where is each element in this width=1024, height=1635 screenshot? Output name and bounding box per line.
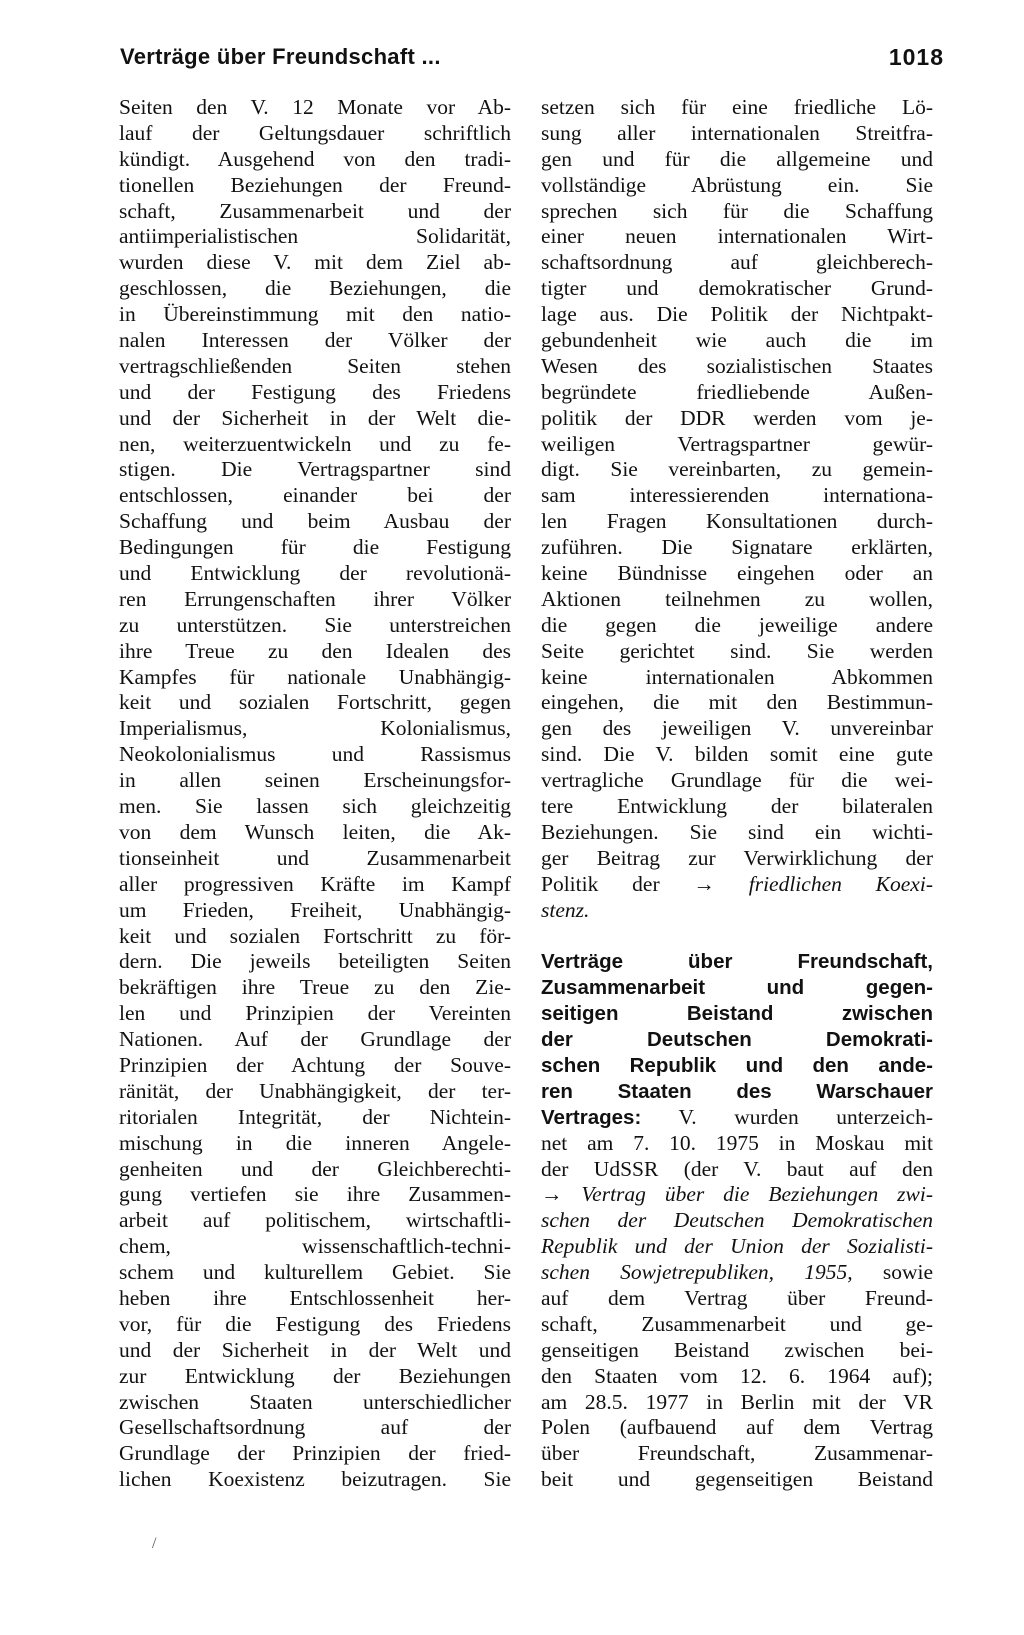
text-line: schaft, Zusammenarbeit und der — [119, 198, 511, 223]
text-line: schem und kulturellem Gebiet. Sie — [119, 1260, 511, 1285]
text-line: Beziehungen. Sie sind ein wichti- — [541, 819, 933, 844]
text-line: und Entwicklung der revolutionä- — [119, 561, 511, 586]
text-line: den Staaten vom 12. 6. 1964 auf); — [541, 1363, 933, 1388]
text-line: Aktionen teilnehmen zu wollen, — [541, 586, 933, 611]
text-line: keine internationalen Abkommen — [541, 664, 933, 689]
text-line: ritorialen Integrität, der Nichtein- — [119, 1104, 511, 1129]
text-line: von dem Wunsch leiten, die Ak- — [119, 819, 511, 844]
left-text-column — [119, 95, 511, 1493]
text-line: sam interessierenden internationa- — [541, 483, 933, 508]
text-line: gen und für die allgemeine und — [541, 146, 933, 171]
text-line: kündigt. Ausgehend von den tradi- — [119, 146, 511, 171]
text-line: len und Prinzipien der Vereinten — [119, 1001, 511, 1026]
text-line: Seiten den V. 12 Monate vor Ab- — [119, 95, 511, 119]
text-line: Nationen. Auf der Grundlage der — [119, 1027, 511, 1052]
text-line: antiimperialistischen Solidarität, — [119, 224, 511, 249]
paragraph-gap — [541, 924, 933, 950]
text-line: Prinzipien der Achtung der Souve- — [119, 1052, 511, 1077]
text-line: Republik und der Union der Sozialisti- — [541, 1234, 933, 1259]
text-line: ihre Treue zu den Idealen des — [119, 638, 511, 663]
text-line: lichen Koexistenz beizutragen. Sie — [119, 1467, 511, 1492]
text-line: aller progressiven Kräfte im Kampf — [119, 871, 511, 896]
text-line: schen Sowjetrepubliken, 1955, sowie — [541, 1260, 933, 1285]
text-line: politik der DDR werden vom je- — [541, 405, 933, 430]
text-line: Bedingungen für die Festigung — [119, 535, 511, 560]
text-line: um Frieden, Freiheit, Unabhängig- — [119, 897, 511, 922]
text-line: Wesen des sozialistischen Staates — [541, 353, 933, 378]
text-line: setzen sich für eine friedliche Lö- — [541, 95, 933, 119]
text-line: tionseinheit und Zusammenarbeit — [119, 845, 511, 870]
text-line: tigter und demokratischer Grund- — [541, 276, 933, 301]
text-line: Gesellschaftsordnung auf der — [119, 1415, 511, 1440]
text-line: Seite gerichtet sind. Sie werden — [541, 638, 933, 663]
text-line: nen, weiterzuentwickeln und zu fe- — [119, 431, 511, 456]
text-line: die gegen die jeweilige andere — [541, 612, 933, 637]
text-line: eingehen, die mit den Bestimmun- — [541, 690, 933, 715]
text-line: und der Sicherheit in der Welt die- — [119, 405, 511, 430]
text-line: tere Entwicklung der bilateralen — [541, 794, 933, 819]
text-line: tionellen Beziehungen der Freund- — [119, 172, 511, 197]
text-line: beit und gegenseitigen Beistand — [541, 1467, 933, 1492]
stray-pen-mark: / — [152, 1535, 157, 1552]
page-number: 1018 — [888, 44, 944, 70]
entry-heading-line: schen Republik und den ande- — [541, 1053, 933, 1077]
entry-heading-line: der Deutschen Demokrati- — [541, 1028, 933, 1052]
entry-heading-line: seitigen Beistand zwischen — [541, 1002, 933, 1026]
text-line: gen des jeweiligen V. unvereinbar — [541, 716, 933, 741]
text-line: weiligen Vertragspartner gewür- — [541, 431, 933, 456]
text-line: arbeit auf politischem, wirtschaftli- — [119, 1208, 511, 1233]
entry-heading-line: Zusammenarbeit und gegen- — [541, 976, 933, 1000]
text-line: men. Sie lassen sich gleichzeitig — [119, 794, 511, 819]
text-line: → Vertrag über die Beziehungen zwi- — [541, 1182, 933, 1207]
text-line: schaft, Zusammenarbeit und ge- — [541, 1311, 933, 1336]
text-line: sprechen sich für die Schaffung — [541, 198, 933, 223]
text-line: Kampfes für nationale Unabhängig- — [119, 664, 511, 689]
text-line: über Freundschaft, Zusammenar- — [541, 1441, 933, 1466]
text-line: genheiten und der Gleichberechti- — [119, 1156, 511, 1181]
text-line: Schaffung und beim Ausbau der — [119, 509, 511, 534]
text-line: stenz. — [541, 897, 590, 922]
running-title: Verträge über Freundschaft ... — [120, 44, 441, 69]
text-line: keine Bündnisse eingehen oder an — [541, 561, 933, 586]
text-line: einer neuen internationalen Wirt- — [541, 224, 933, 249]
text-line: vertragschließenden Seiten stehen — [119, 353, 511, 378]
text-line: begründete friedliebende Außen- — [541, 379, 933, 404]
text-line: Polen (aufbauend auf dem Vertrag — [541, 1415, 933, 1440]
text-line: bekräftigen ihre Treue zu den Zie- — [119, 975, 511, 1000]
text-line: vertragliche Grundlage für die wei- — [541, 768, 933, 793]
entry-heading-line: Verträge über Freundschaft, — [541, 950, 933, 974]
text-line: heben ihre Entschlossenheit her- — [119, 1285, 511, 1310]
text-line: net am 7. 10. 1975 in Moskau mit — [541, 1130, 933, 1155]
text-line: Politik der → friedlichen Koexi- — [541, 871, 933, 896]
text-line: geschlossen, die Beziehungen, die — [119, 276, 511, 301]
text-line: keit und sozialen Fortschritt zu för- — [119, 923, 511, 948]
text-line: schen der Deutschen Demokratischen — [541, 1208, 933, 1233]
text-line: am 28.5. 1977 in Berlin mit der VR — [541, 1389, 933, 1414]
text-line: digt. Sie vereinbarten, zu gemein- — [541, 457, 933, 482]
text-line: ränität, der Unabhängigkeit, der ter- — [119, 1078, 511, 1103]
text-line: dern. Die jeweils beteiligten Seiten — [119, 949, 511, 974]
text-line: und der Sicherheit in der Welt und — [119, 1337, 511, 1362]
text-line: sung aller internationalen Streitfra- — [541, 120, 933, 145]
text-line: ger Beitrag zur Verwirklichung der — [541, 845, 933, 870]
text-line: stigen. Die Vertragspartner sind — [119, 457, 511, 482]
text-line: lage aus. Die Politik der Nichtpakt- — [541, 302, 933, 327]
text-line: Vertrages: V. wurden unterzeich- — [541, 1104, 933, 1129]
text-line: zu unterstützen. Sie unterstreichen — [119, 612, 511, 637]
text-line: chem, wissenschaftlich-techni- — [119, 1234, 511, 1259]
text-line: gebundenheit wie auch die im — [541, 328, 933, 353]
text-line: und der Festigung des Friedens — [119, 379, 511, 404]
text-line: entschlossen, einander bei der — [119, 483, 511, 508]
text-line: Neokolonialismus und Rassismus — [119, 742, 511, 767]
text-line: vollständige Abrüstung ein. Sie — [541, 172, 933, 197]
text-line: auf dem Vertrag über Freund- — [541, 1285, 933, 1310]
text-line: in Übereinstimmung mit den natio- — [119, 302, 511, 327]
text-line: genseitigen Beistand zwischen bei- — [541, 1337, 933, 1362]
text-line: mischung in die inneren Angele- — [119, 1130, 511, 1155]
text-line: nalen Interessen der Völker der — [119, 328, 511, 353]
text-line: Grundlage der Prinzipien der fried- — [119, 1441, 511, 1466]
text-line: in allen seinen Erscheinungsfor- — [119, 768, 511, 793]
right-text-column — [541, 95, 933, 1493]
text-line: vor, für die Festigung des Friedens — [119, 1311, 511, 1336]
text-line: lauf der Geltungsdauer schriftlich — [119, 120, 511, 145]
text-line: ren Errungenschaften ihrer Völker — [119, 586, 511, 611]
text-line: gung vertiefen sie ihre Zusammen- — [119, 1182, 511, 1207]
text-line: len Fragen Konsultationen durch- — [541, 509, 933, 534]
text-line: wurden diese V. mit dem Ziel ab- — [119, 250, 511, 275]
entry-heading-line: ren Staaten des Warschauer — [541, 1079, 933, 1103]
text-line: schaftsordnung auf gleichberech- — [541, 250, 933, 275]
text-line: sind. Die V. bilden somit eine gute — [541, 742, 933, 767]
text-line: zwischen Staaten unterschiedlicher — [119, 1389, 511, 1414]
text-line: zur Entwicklung der Beziehungen — [119, 1363, 511, 1388]
text-line: der UdSSR (der V. baut auf den — [541, 1156, 933, 1181]
text-line: keit und sozialen Fortschritt, gegen — [119, 690, 511, 715]
text-line: zuführen. Die Signatare erklärten, — [541, 535, 933, 560]
text-line: Imperialismus, Kolonialismus, — [119, 716, 511, 741]
